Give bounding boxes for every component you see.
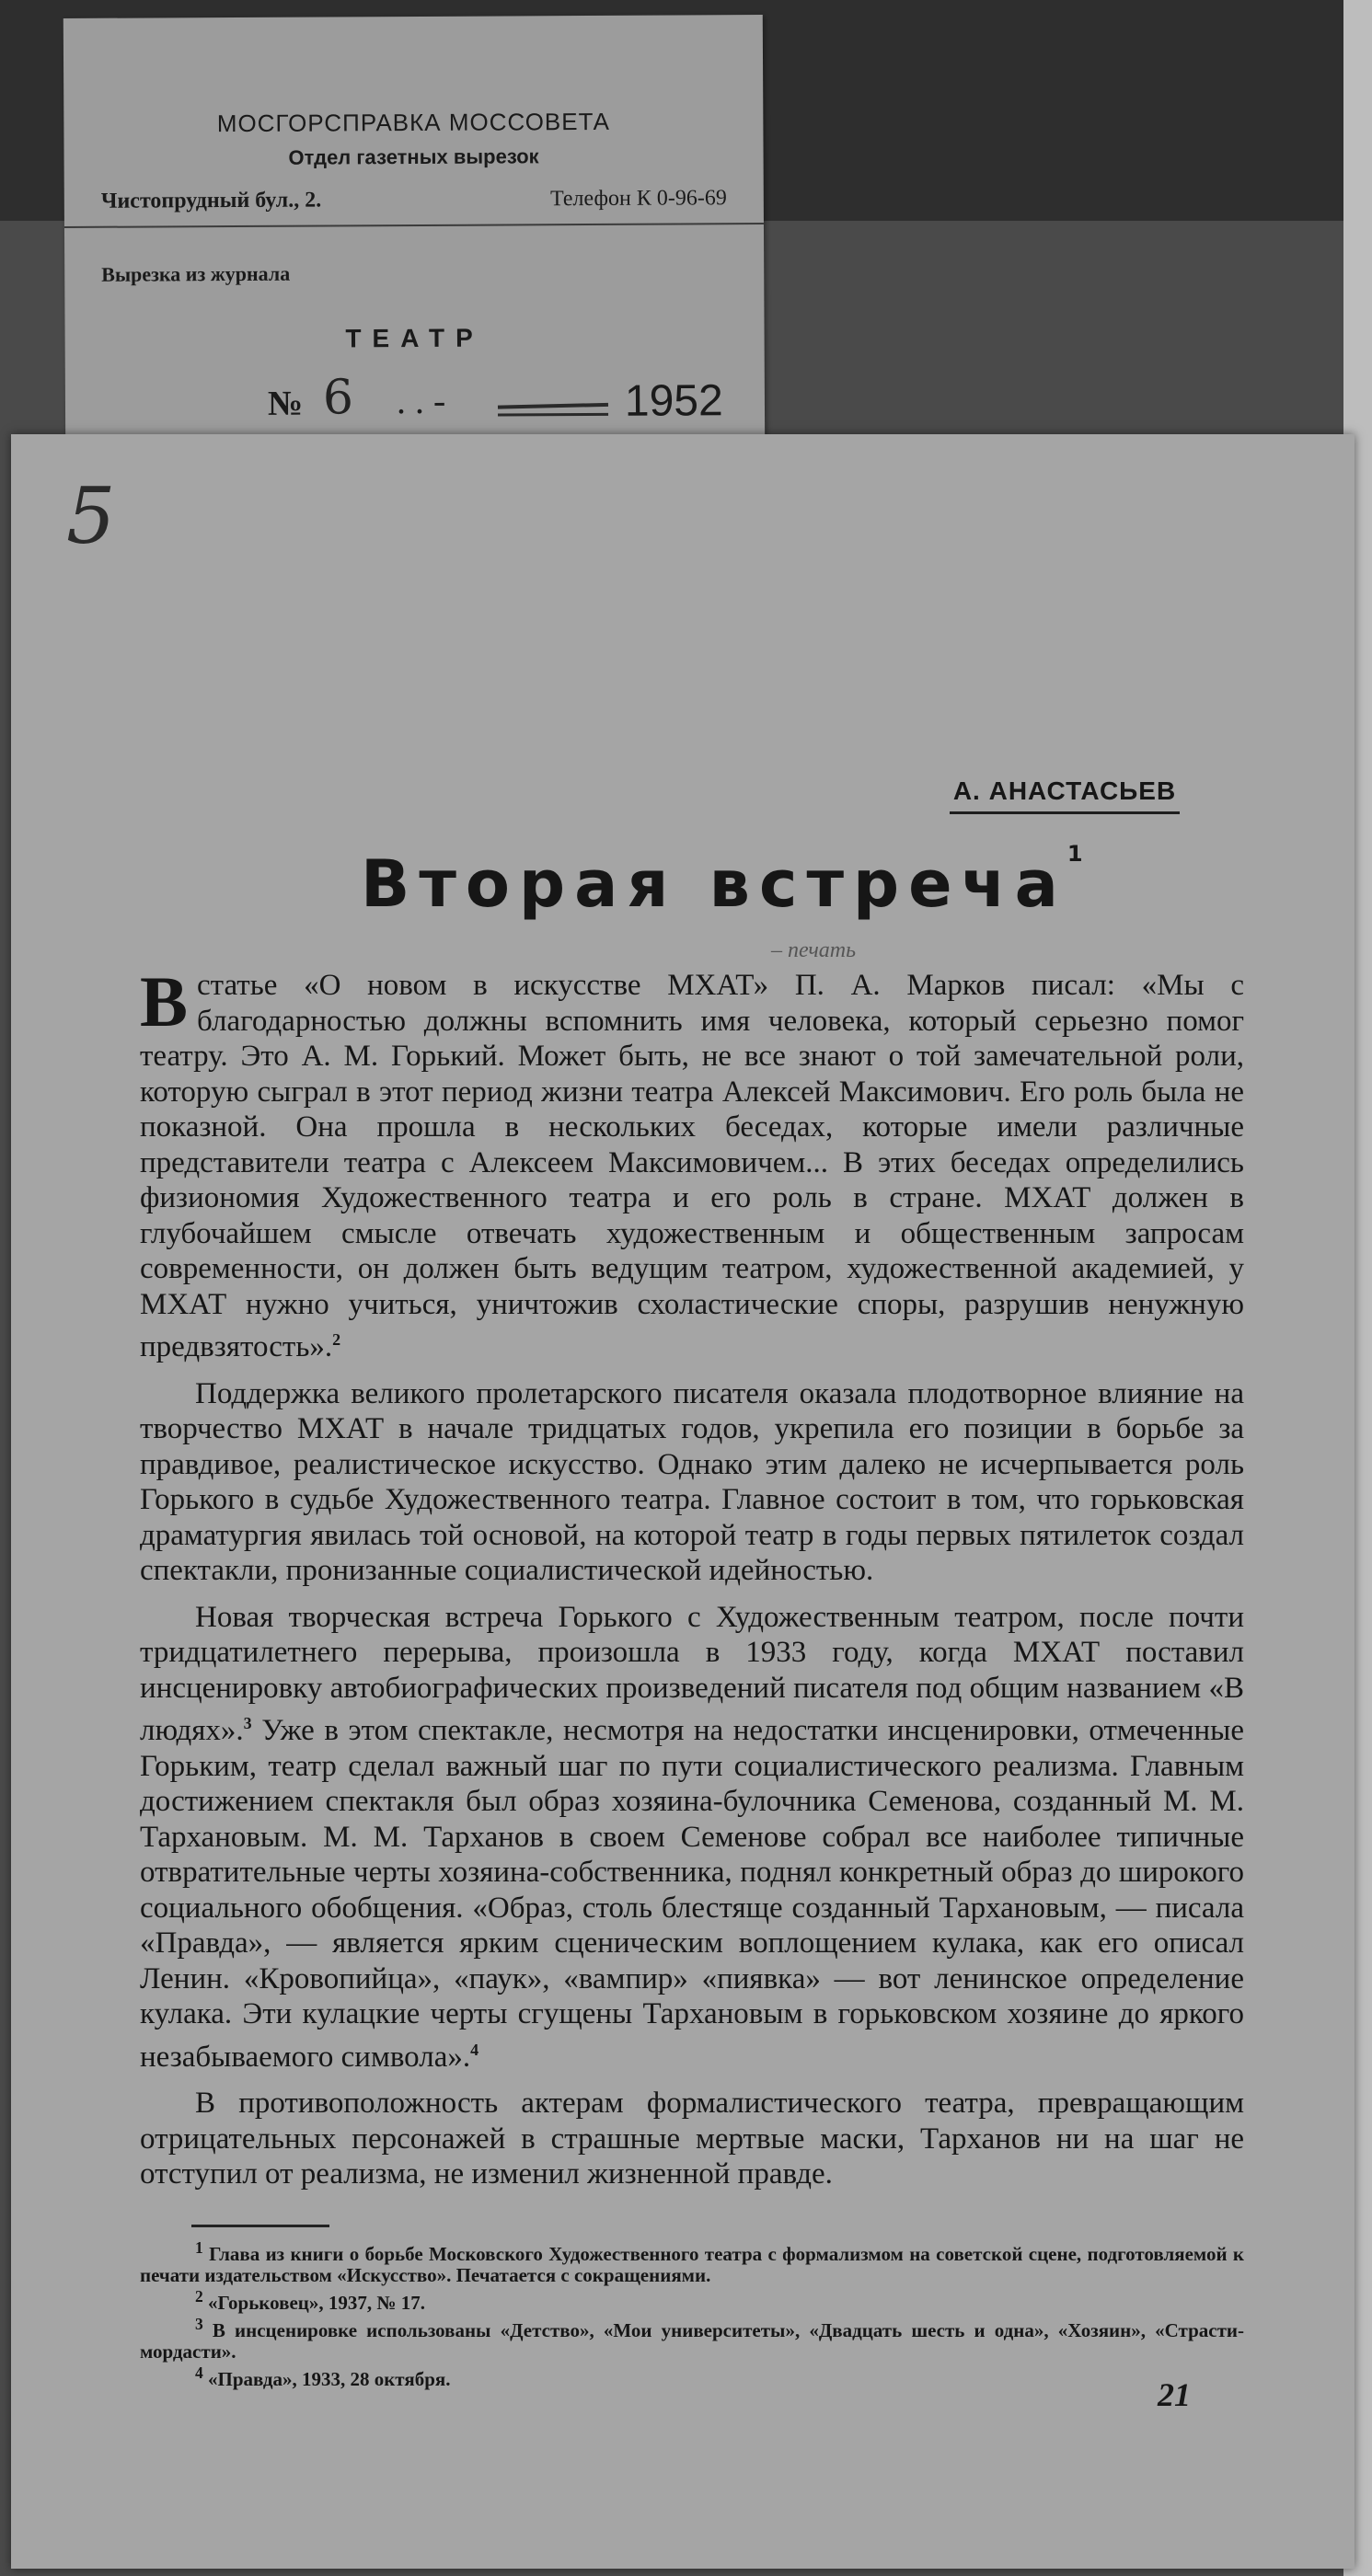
paragraph-text: Поддержка великого пролетарского писателя оказала плодотворное влияние на творчество МХАТ в начале тридцатых годов, укрепила его позиции в борьбе за правдивое, реалистическое искусство. Однако этим далеко не исчерпывается роль Горького в судьбе Художественного театра. Главное состоит в том, что горьковская драматургия явилась той основой, на которой театр в годы первых пятилеток создал спектакли, пронизанные социалистической идейностью. (140, 1376, 1244, 1587)
ink-scribble (498, 413, 608, 417)
issue-dots: . . - (396, 379, 446, 422)
clipping-address: Чистопрудный бул., 2. (100, 188, 322, 213)
article-title-text: Вторая встреча (361, 846, 1067, 922)
clipping-divider (64, 223, 764, 228)
footnote (140, 2314, 1244, 2363)
issue-year: 1952 (624, 376, 723, 426)
footnote-mark: 2 (195, 2287, 203, 2306)
ink-scribble (498, 403, 608, 409)
footnote-ref: 4 (470, 2040, 479, 2059)
clipping-department: Отдел газетных вырезок (288, 144, 539, 169)
footnote-mark: 4 (195, 2363, 203, 2382)
footnote-text: «Горьковец», 1937, № 17. (208, 2292, 425, 2314)
journal-title: ТЕАТР (345, 323, 484, 353)
issue-number: 6 (322, 370, 354, 426)
footnote-ref: 3 (243, 1714, 252, 1732)
paragraph (140, 1376, 1244, 1589)
footnote-text: Глава из книги о борьбе Московского Художественного театра с формализмом на советской сцене, подготовляемой к печати издательством «Искусство». Печатается с сокращениями. (140, 2243, 1244, 2286)
clipping-label (63, 15, 765, 451)
handwritten-page-mark: 5 (66, 471, 116, 561)
footnote-mark: 1 (195, 2238, 203, 2257)
clipping-source-caption: Вырезка из журнала (101, 261, 291, 286)
footnote-rule (191, 2225, 329, 2227)
issue-prefix: № (267, 384, 304, 423)
paragraph (140, 1600, 1244, 2076)
paragraph-text: статье «О новом в искусстве МХАТ» П. А. Марков писал: «Мы с благодарностью должны вспомнить имя человека, который серьезно помог театру. Это А. М. Горький. Может быть, не все знают о той замечательной роли, которую сыграл в этот период жизни театра Алексей Максимович. Его роль была не показной. Она прошла в нескольких беседах, которые имели различные представители театра с Алексеем Максимовичем... В этих беседах определились физиономия Художественного театра и его роль в стране. МХАТ должен в глубочайшем смысле отвечать художественным и общественным запросам современности, он должен быть ведущим театром, художественной академией, у МХАТ нужно учиться, уничтожив схоластические споры, разрушив ненужную предвзятость». (140, 969, 1244, 1363)
footnote-ref: 2 (332, 1330, 341, 1349)
drop-cap: В (140, 961, 189, 1041)
footnote-text: В инсценировке использованы «Детство», «Мои университеты», «Двадцать шесть и одна», «Хозяин», «Страсти-мордасти». (140, 2319, 1245, 2363)
paragraph-text: Новая творческая встреча Горького с Художественным театром, после почти тридцатилетнего перерыва, произошла в 1933 году, когда МХАТ поставил инсценировку автобиографических произведений писателя под общим названием «В людях». (140, 1600, 1244, 1747)
paragraph-text: В противоположность актерам формалистического театра, превращающим отрицательных персонажей в страшные мертвые маски, Тарханов ни на шаг не отступил от реализма, не изменил жизненной правде. (140, 2087, 1244, 2191)
paragraph (140, 961, 1244, 1365)
article-body (140, 961, 1244, 2192)
page-number: 21 (1158, 2376, 1191, 2413)
title-footnote-mark: 1 (1066, 841, 1083, 867)
footnote-mark: 3 (195, 2315, 203, 2333)
clipping-phone: Телефон К 0-96-69 (550, 186, 727, 212)
footnote (140, 2237, 1244, 2286)
footnotes (140, 2237, 1244, 2390)
magazine-page (11, 434, 1355, 2569)
paragraph-text: Уже в этом спектакле, несмотря на недостатки инсценировки, отмеченные Горьким, театр сделал важный шаг по пути социалистического реализма. Главным достижением спектакля был образ хозяина-булочника Семенова, созданный М. М. Тархановым. М. М. Тарханов в своем Семенове собрал все наиболее типичные отвратительные черты хозяина-собственника, поднял конкретный образ до широкого социального обобщения. «Образ, столь блестяще созданный Тархановым, — писала «Правда», — является ярким сценическим воплощением кулака, как его описал Ленин. «Кровопийца», «паук», «вампир» «пиявка» — вот ленинское определение кулака. Эти кулацкие черты сгущены Тархановым в горьковском хозяине до яркого незабываемого символа». (140, 1714, 1244, 2074)
footnote (140, 2286, 1244, 2314)
pencil-annotation: – печать (771, 938, 857, 962)
article-author: А. АНАСТАСЬЕВ (950, 776, 1180, 814)
footnote (140, 2363, 1244, 2390)
article-title (361, 841, 1083, 922)
clipping-org: МОСГОРСПРАВКА МОССОВЕТА (216, 107, 611, 138)
footnote-text: «Правда», 1933, 28 октября. (208, 2368, 451, 2390)
paragraph (140, 2086, 1244, 2192)
